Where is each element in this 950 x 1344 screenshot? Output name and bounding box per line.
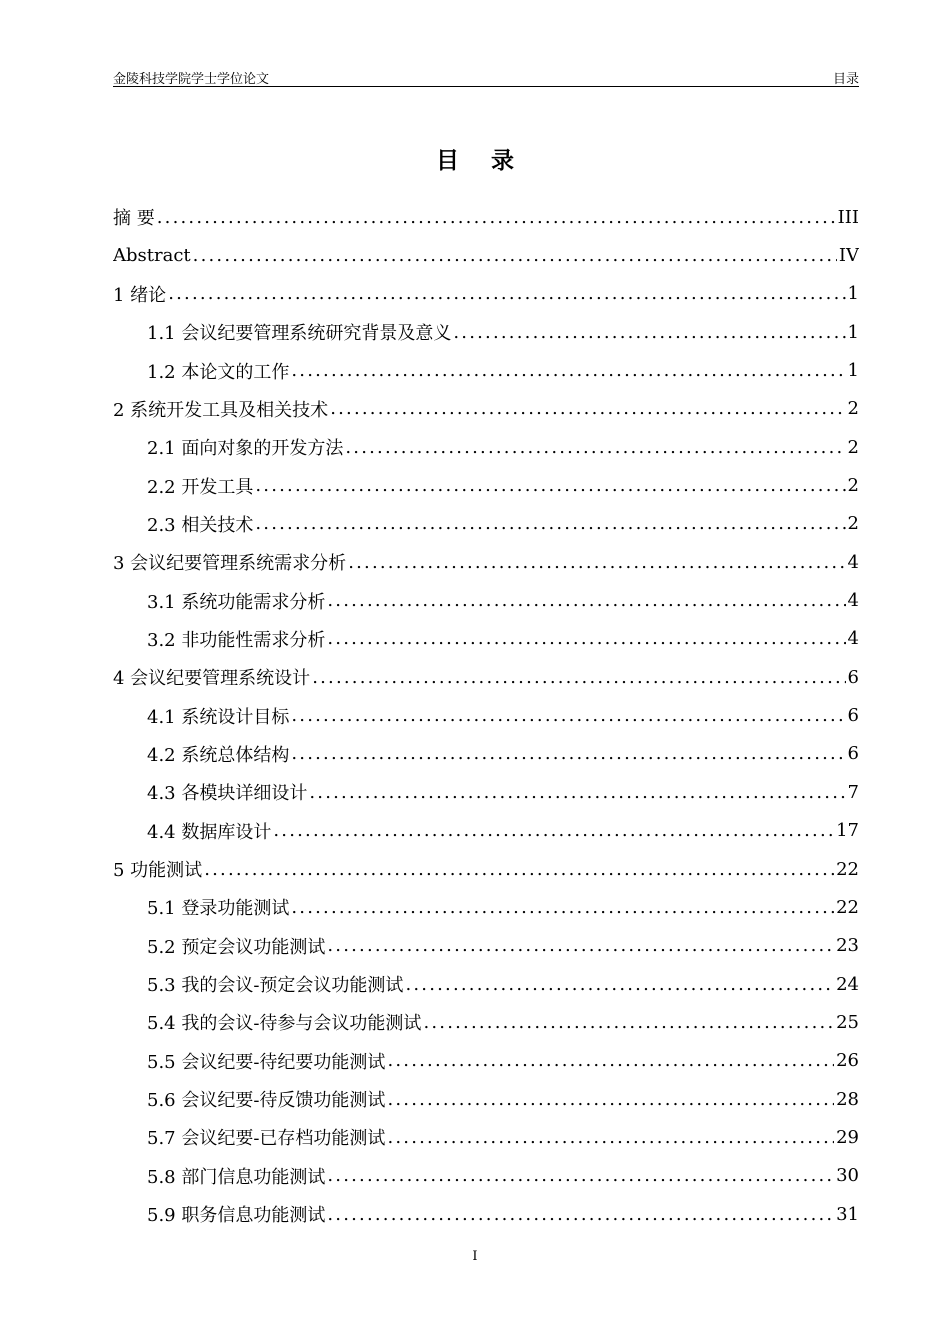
toc-entry[interactable]	[113, 505, 859, 543]
toc-entry-page: 22	[836, 858, 859, 880]
toc-entry[interactable]	[113, 1195, 859, 1233]
toc-leader-dots	[291, 743, 845, 764]
toc-entry-page: 2	[847, 475, 859, 497]
toc-entry-page: 31	[836, 1203, 859, 1225]
toc-entry-page: 4	[847, 628, 859, 650]
toc-entry-page: 6	[847, 705, 859, 727]
toc-entry[interactable]	[113, 620, 859, 658]
toc-entry[interactable]	[113, 812, 859, 850]
toc-entry-page: 2	[847, 513, 859, 535]
toc-entry[interactable]	[113, 696, 859, 734]
toc-leader-dots	[291, 897, 834, 918]
toc-entry[interactable]	[113, 927, 859, 965]
toc-entry[interactable]	[113, 735, 859, 773]
toc-leader-dots	[255, 475, 845, 496]
toc-leader-dots	[327, 935, 834, 956]
toc-entry-label: 2 系统开发工具及相关技术	[113, 399, 329, 421]
toc-entry[interactable]	[113, 466, 859, 504]
toc-leader-dots	[327, 590, 845, 611]
toc-leader-dots	[330, 398, 845, 419]
toc-leader-dots	[387, 1089, 834, 1110]
toc-leader-dots	[345, 437, 845, 458]
header-school-title: 金陵科技学院学士学位论文	[113, 72, 270, 87]
toc-entry-label: 5.3 我的会议-预定会议功能测试	[147, 975, 404, 997]
toc-entry[interactable]	[113, 1003, 859, 1041]
toc-entry-label: 1 绪论	[113, 284, 167, 306]
toc-entry-page: 26	[836, 1050, 859, 1072]
toc-entry-label: 4.2 系统总体结构	[147, 744, 290, 766]
toc-entry-label: Abstract	[113, 245, 191, 267]
toc-entry-label: 2.3 相关技术	[147, 514, 254, 536]
toc-entry-label: 5.5 会议纪要-待纪要功能测试	[147, 1051, 386, 1073]
toc-leader-dots	[309, 782, 845, 803]
toc-entry-label: 5.1 登录功能测试	[147, 898, 290, 920]
toc-entry[interactable]	[113, 965, 859, 1003]
toc-leader-dots	[168, 283, 845, 304]
toc-entry[interactable]	[113, 543, 859, 581]
toc-entry-page: 24	[836, 973, 859, 995]
toc-entry[interactable]	[113, 236, 859, 274]
toc-leader-dots	[327, 628, 845, 649]
toc-entry-page: 29	[836, 1126, 859, 1148]
toc-entry[interactable]	[113, 850, 859, 888]
toc-entry-page: IV	[838, 245, 859, 267]
toc-leader-dots	[273, 820, 834, 841]
toc-entry-page: 23	[836, 935, 859, 957]
toc-entry[interactable]	[113, 198, 859, 236]
toc-entry-label: 5.9 职务信息功能测试	[147, 1205, 326, 1227]
toc-leader-dots	[291, 360, 845, 381]
toc-entry-page: 6	[847, 666, 859, 688]
toc-entry[interactable]	[113, 351, 859, 389]
toc-entry-page: 1	[847, 360, 859, 382]
toc-entry[interactable]	[113, 1080, 859, 1118]
toc-entry[interactable]	[113, 888, 859, 926]
toc-entry-label: 5.7 会议纪要-已存档功能测试	[147, 1128, 386, 1150]
toc-entry[interactable]	[113, 773, 859, 811]
toc-entry-label: 5.8 部门信息功能测试	[147, 1166, 326, 1188]
toc-entry[interactable]	[113, 428, 859, 466]
toc-entry[interactable]	[113, 390, 859, 428]
toc-entry-label: 4.1 系统设计目标	[147, 706, 290, 728]
toc-entry-label: 2.1 面向对象的开发方法	[147, 438, 344, 460]
toc-leader-dots	[193, 245, 837, 266]
toc-entry[interactable]	[113, 1042, 859, 1080]
toc-entry[interactable]	[113, 1157, 859, 1195]
table-of-contents	[113, 198, 859, 1233]
toc-entry[interactable]	[113, 581, 859, 619]
toc-entry-label: 5.2 预定会议功能测试	[147, 936, 326, 958]
header-section-title: 目录	[832, 72, 859, 87]
toc-leader-dots	[255, 513, 845, 534]
toc-leader-dots	[348, 552, 845, 573]
toc-entry-label: 3.2 非功能性需求分析	[147, 629, 326, 651]
toc-entry-page: 6	[847, 743, 859, 765]
toc-entry-label: 3 会议纪要管理系统需求分析	[113, 553, 347, 575]
toc-leader-dots	[423, 1012, 834, 1033]
toc-leader-dots	[405, 974, 834, 995]
toc-entry-label: 1.2 本论文的工作	[147, 361, 290, 383]
toc-entry-page: 25	[836, 1011, 859, 1033]
toc-entry-label: 4 会议纪要管理系统设计	[113, 668, 311, 690]
page-number: I	[472, 1249, 478, 1264]
toc-leader-dots	[312, 667, 845, 688]
toc-leader-dots	[387, 1127, 834, 1148]
toc-leader-dots	[453, 322, 845, 343]
page-header	[113, 66, 859, 87]
toc-leader-dots	[157, 207, 836, 228]
toc-entry-label: 摘 要	[113, 208, 155, 230]
toc-entry-page: 7	[847, 781, 859, 803]
toc-entry-page: 4	[847, 551, 859, 573]
toc-entry-page: 1	[847, 283, 859, 305]
toc-entry[interactable]	[113, 313, 859, 351]
toc-entry-page: 2	[847, 436, 859, 458]
toc-leader-dots	[327, 1165, 834, 1186]
toc-entry-label: 4.4 数据库设计	[147, 821, 272, 843]
toc-entry[interactable]	[113, 658, 859, 696]
toc-leader-dots	[387, 1050, 834, 1071]
toc-leader-dots	[291, 705, 845, 726]
toc-entry-label: 5.4 我的会议-待参与会议功能测试	[147, 1013, 422, 1035]
toc-leader-dots	[204, 859, 834, 880]
toc-entry-label: 1.1 会议纪要管理系统研究背景及意义	[147, 323, 452, 345]
toc-entry-page: 28	[836, 1088, 859, 1110]
page-title: 目 录	[435, 148, 526, 174]
toc-entry-label: 2.2 开发工具	[147, 476, 254, 498]
toc-entry-label: 3.1 系统功能需求分析	[147, 591, 326, 613]
toc-entry-page: 1	[847, 321, 859, 343]
toc-entry-page: III	[837, 206, 859, 228]
toc-entry-label: 5 功能测试	[113, 860, 203, 882]
toc-entry-page: 4	[847, 590, 859, 612]
toc-entry-page: 2	[847, 398, 859, 420]
toc-entry-label: 4.3 各模块详细设计	[147, 783, 308, 805]
toc-entry[interactable]	[113, 1118, 859, 1156]
toc-entry-page: 22	[836, 896, 859, 918]
toc-entry-page: 30	[836, 1165, 859, 1187]
toc-entry-label: 5.6 会议纪要-待反馈功能测试	[147, 1090, 386, 1112]
toc-leader-dots	[327, 1204, 834, 1225]
toc-entry-page: 17	[836, 820, 859, 842]
toc-entry[interactable]	[113, 275, 859, 313]
